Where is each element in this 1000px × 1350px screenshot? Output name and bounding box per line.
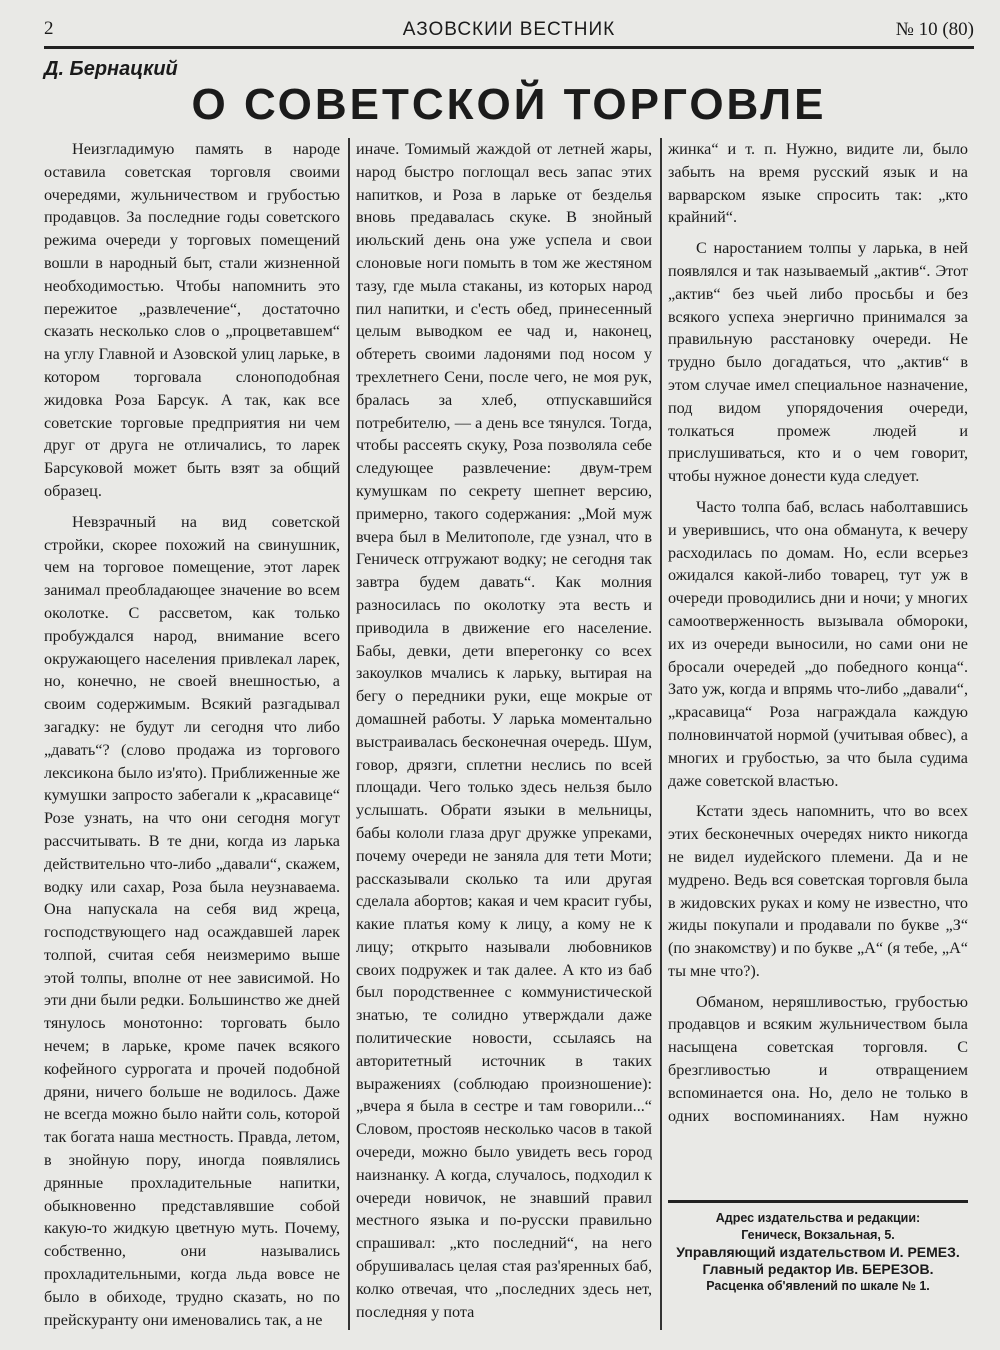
newspaper-name: АЗОВСКИИ ВЕСТНИК <box>402 19 616 40</box>
article-column-1 <box>44 138 340 1330</box>
imprint-ad-rates: Расценка об'явлений по шкале № 1. <box>706 1279 930 1293</box>
imprint-editor: Главный редактор Ив. БЕРЕЗОВ. <box>702 1261 934 1277</box>
paragraph: Обманом, неряшливостью, грубостью продавцов и всяким жульничеством была насыщена советская торговля. С брезгливостью и отвращением вспоминается она. Но, дело не только в одних воспоминаниях. Нам нужно <box>668 992 968 1125</box>
imprint-manager: Управляющий издательством И. РЕМЕЗ. <box>676 1244 960 1260</box>
issue-number: № 10 (80) <box>895 19 974 40</box>
paragraph: С наростанием толпы у ларька, в ней появлялся и так называемый „актив“. Этот „актив“ без чьей либо просьбы и без всякого успеха энергично принимался за правильную расстановку очереди. Не трудно было догадаться, что „актив“ в этом случае имел специальное назначение, под видом упорядочения очереди, толкаться промеж людей и прислушиваться, кто и о чем говорит, чтобы нужное донести куда следует. <box>668 239 968 486</box>
column-divider <box>660 138 662 1330</box>
article-column-2 <box>356 138 652 1330</box>
paragraph: Кстати здесь напомнить, что во всех этих бесконечных очередях никто никогда не видел иудейского племени. Да и не мудрено. Ведь вся советская торговля была в жидовских руках и кому не известно, что жиды покупали и продавали по букве „З“ (по знакомству) и по букве „А“ (я тебе, „А“ ты мне что?). <box>668 802 968 980</box>
page-header <box>44 18 974 49</box>
imprint-divider <box>668 1200 968 1203</box>
publisher-imprint <box>668 1210 968 1295</box>
imprint-address-label: Адрес издательства и редакции: <box>715 1211 921 1225</box>
paragraph: жинка“ и т. п. Нужно, видите ли, было забыть на время русский язык и на варварском языке спросить так: „кто крайний“. <box>668 140 968 227</box>
page-number: 2 <box>44 18 54 39</box>
imprint-address: Геническ, Вокзальная, 5. <box>741 1228 895 1242</box>
article-author: Д. Бернацкий <box>44 58 178 80</box>
column-divider <box>348 138 350 1330</box>
paragraph: Часто толпа баб, вслась наболтавшись и уверившись, что она обманута, к вечеру расходилась по домам. Но, если всерьез ожидался какой-либо товарец, тут уж в очереди проводились дни и ночи; у многих самоотверженность вызывала обмороки, их из очереди выносили, но сами они не бросали очередей „до победного конца“. Зато уж, когда и впрямь что-либо „давали“, „красавица“ Роза награждала каждую полновинчатой нормой (учитывая обвес), а многих и грубостью, за что была судима даже советской властью. <box>668 497 968 790</box>
article-title: О СОВЕТСКОЙ ТОРГОВЛЕ <box>191 80 827 129</box>
paragraph: Неизгладимую память в народе оставила советская торговля своими очередями, жульничеством и грубостью продавцов. За последние годы советского режима очереди у торговых помещений вошли в народный быт, стали жизненной необходимостью. Чтобы напомнить это пережитое „развлечение“, достаточно сказать несколько слов о „процветавшем“ на углу Главной и Азовской улиц ларьке, в котором торговала слоноподобная жидовка Роза Барсук. А так, как все советские торговые предприятия ни чем друг от друга не отличались, то ларек Барсуковой может быть взят за общий образец. <box>44 140 340 500</box>
article-column-3 <box>668 138 968 1128</box>
paragraph: иначе. Томимый жаждой от летней жары, народ быстро поглощал весь запас этих напитков, и Роза в ларьке от безделья вновь предавалась скуке. В знойный июльский день она уже успела и свои слоновые ноги помыть в том же жестяном тазу, где мыла стаканы, из которых народ пил напитки, и с'есть обед, принесенный целым выводком ее чад и, наконец, обтереть своими ладонями под носом у трехлетнего Сени, после чего, не моя рук, бралась за хлеб, отпускавшийся потребителю, — а день все тянулся. Тогда, чтобы рассеять скуку, Роза позволяла себе следующее развлечение: двум-трем кумушкам по секрету шепнет версию, примерно, такого содержания: „Мой муж вчера был в Мелитополе, где узнал, что в Геническ отгружают водку; не сегодня так завтра будем давать“. Как молния разносилась по околотку эта весть и приводила в движение его население. Бабы, девки, дети вперегонку со всех закоулков мчались к ларьку, вытирая на бегу о передники руки, еще мокрые от домашней работы. У ларька моментально выстраивалась бесконечная очередь. Шум, говор, дрязги, сплетни неслись по всей площади. Чего только здесь нельзя было услышать. Обрати языки в мельницы, бабы кололи глаза друг дружке упреками, почему очереди не заняла для тети Моти; рассказывали сколько та или другая сделала абортов; какая и чем красит губы, какие платья кому к лицу, а кому не к лицу; открыто называли любовников своих подружек и так далее. А кто из баб был породственнее с коммунистической знатью, те солидно утверждали даже политические новости, ссылаясь на авторитетный источник в таких выражениях (соблюдаю произношение): „вчера я была в сестре и там говорили...“ Словом, простояв несколько часов в такой очереди, можно было увидеть весь город наизнанку. А когда, случалось, подходил к очереди новичок, не знавший правил местного языка и по-русски правильно спрашивал: „кто последний“, на него обрушивалась целая стая раз'яренных баб, колко отвечая, что „последних здесь нет, последняя у пота <box>356 140 652 1321</box>
paragraph: Невзрачный на вид советской стройки, скорее похожий на свинушник, чем на торговое помещение, этот ларек занимал преобладающее значение во всем околотке. С рассветом, как только пробуждался народ, внимание всего окружающего населения привлекал ларек, но, конечно, не своей внешностью, а своим содержимым. Всякий разгадывал загадку: не будут ли сегодня что либо „давать“? (слово продажа из торгового лексикона было из'ято). Приближенные же кумушки запросто забегали к „красавице“ Розе узнать, на что они сегодня могут рассчитывать. В те дни, когда из ларька действительно что-либо „давали“, скажем, водку или сахар, Роза была неузнаваема. Она напускала на себя вид жреца, господствующего над осаждавшей ларек толпой, считая себя неизмеримо выше этой толпы, вполне от нее зависимой. Но эти дни были редки. Большинство же дней тянулось монотонно: торговать было нечем; в ларьке, кроме пачек всякого кофейного суррогата и прочей подобной дряни, ничего больше не водилось. Даже не всегда можно было найти соль, которой так богата наша местность. Правда, летом, в знойную пору, иногда появлялись дрянные прохладительные напитки, обыкновенно представлявшие собой какую-то жидкую цветную муть. Почему, собственно, они назывались прохладительными, когда льда вовсе не было в обиходе, трудно сказать, но по прейскуранту они именовались так, а не <box>44 512 340 1329</box>
